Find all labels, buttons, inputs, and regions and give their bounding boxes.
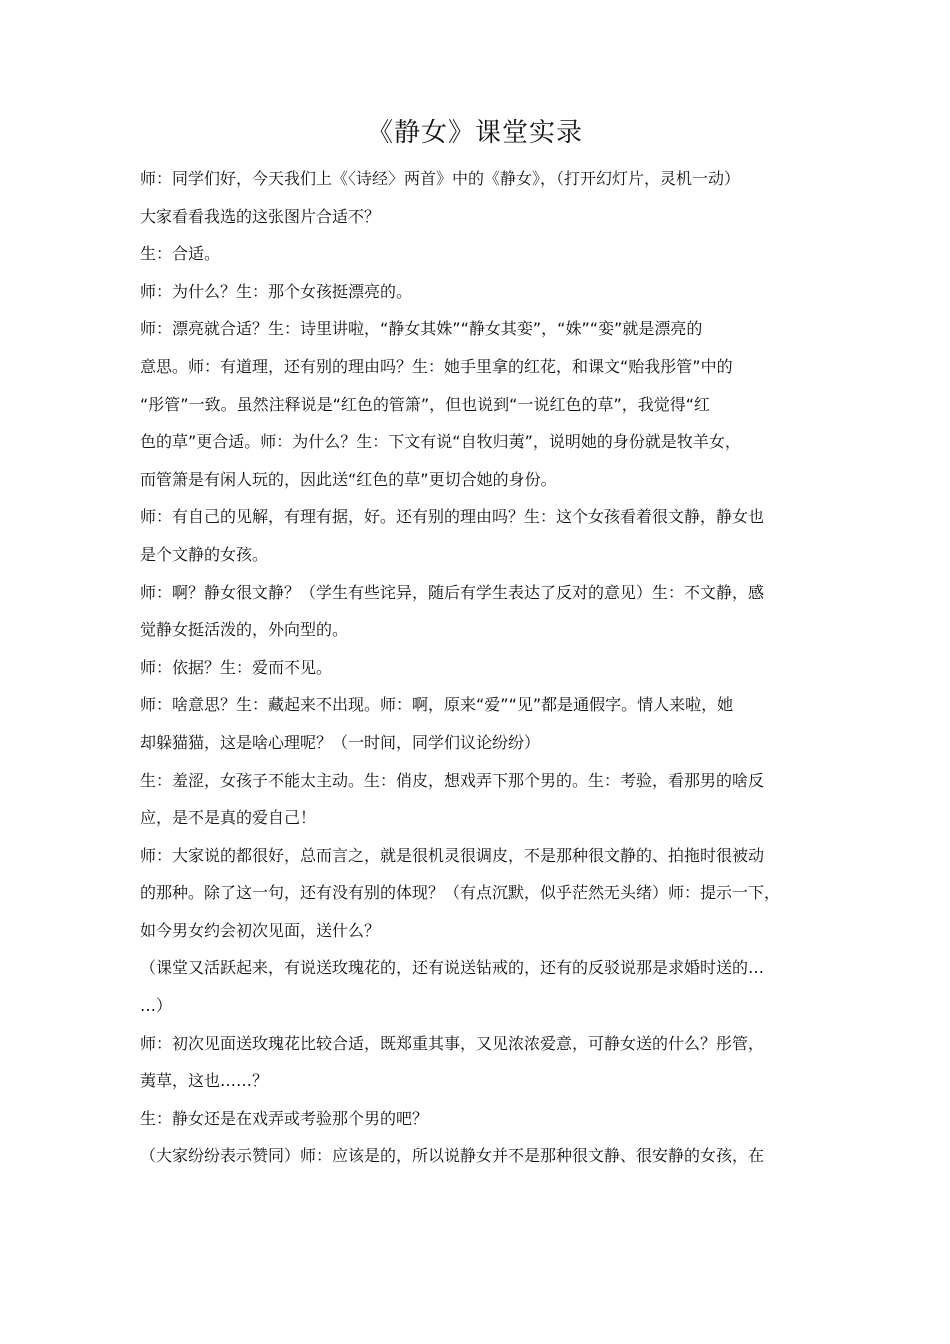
paragraph-line: …） (140, 996, 173, 1016)
paragraph-line: 师：啥意思？生：藏起来不出现。师：啊，原来“爱”“见”都是通假字。情人来啦，她 (140, 695, 734, 715)
paragraph (140, 310, 812, 498)
paragraph-line: 荑草，这也……？ (140, 1071, 269, 1091)
paragraph (140, 498, 812, 573)
paragraph-line: 师：漂亮就合适？生：诗里讲啦，“静女其姝”“静女其娈”，“姝”“娈”就是漂亮的 (140, 319, 703, 339)
paragraph-line: 色的草”更合适。师：为什么？生：下文有说“自牧归荑”，说明她的身份就是牧羊女， (140, 432, 741, 452)
paragraph-line: 的那种。除了这一句，还有没有别的体现？（有点沉默，似乎茫然无头绪）师：提示一下， (140, 883, 781, 903)
paragraph-line: 应，是不是真的爱自己！ (140, 808, 317, 828)
paragraph (140, 273, 812, 311)
document-body (140, 160, 812, 1175)
paragraph-line: 生：羞涩，女孩子不能太主动。生：俏皮，想戏弄下那个男的。生：考验，看那男的啥反 (140, 770, 765, 790)
paragraph-line: 却躲猫猫，这是啥心理呢？（一时间，同学们议论纷纷） (140, 732, 541, 752)
paragraph-line: 师：大家说的都很好，总而言之，就是很机灵很调皮，不是那种很文静的、拍拖时很被动 (140, 845, 765, 865)
paragraph-line: 大家看看我选的这张图片合适不？ (140, 206, 381, 226)
paragraph-line: “彤管”一致。虽然注释说是“红色的管箫”，但也说到“一说红色的草”，我觉得“红 (140, 394, 711, 414)
paragraph (140, 949, 812, 1024)
paragraph (140, 649, 812, 687)
document-title: 《静女》课堂实录 (366, 118, 583, 148)
paragraph (140, 1137, 812, 1175)
paragraph-line: 意思。师：有道理，还有别的理由吗？生：她手里拿的红花，和课文“贻我彤管”中的 (140, 356, 733, 376)
paragraph (140, 686, 812, 761)
paragraph-line: （大家纷纷表示赞同）师：应该是的，所以说静女并不是那种很文静、很安静的女孩，在 (140, 1146, 765, 1166)
paragraph-line: 师：依据？生：爱而不见。 (140, 657, 333, 677)
paragraph-line: 生：合适。 (140, 244, 221, 264)
paragraph-line: 师：为什么？生：那个女孩挺漂亮的。 (140, 281, 413, 301)
paragraph-line: 而管箫是有闲人玩的，因此送“红色的草”更切合她的身份。 (140, 469, 557, 489)
paragraph (140, 235, 812, 273)
paragraph (140, 837, 812, 950)
paragraph-line: 师：同学们好，今天我们上《〈诗经〉两首》中的《静女》，（打开幻灯片，灵机一动） (140, 169, 741, 188)
paragraph (140, 1100, 812, 1138)
paragraph (140, 160, 812, 235)
paragraph-line: 觉静女挺活泼的，外向型的。 (140, 620, 349, 640)
paragraph-line: 师：初次见面送玫瑰花比较合适，既郑重其事，又见浓浓爱意，可静女送的什么？彤管， (140, 1033, 765, 1053)
paragraph-line: 如今男女约会初次见面，送什么？ (140, 920, 381, 940)
paragraph-line: 是个文静的女孩。 (140, 544, 269, 564)
paragraph-line: 师：有自己的见解，有理有据，好。还有别的理由吗？生：这个女孩看着很文静，静女也 (140, 507, 765, 527)
paragraph (140, 1025, 812, 1100)
paragraph (140, 762, 812, 837)
paragraph (140, 574, 812, 649)
paragraph-line: 生：静女还是在戏弄或考验那个男的吧？ (140, 1108, 429, 1128)
paragraph-line: （课堂又活跃起来，有说送玫瑰花的，还有说送钻戒的，还有的反驳说那是求婚时送的… (140, 958, 765, 978)
paragraph-line: 师：啊？静女很文静？（学生有些诧异，随后有学生表达了反对的意见）生：不文静，感 (140, 582, 765, 602)
